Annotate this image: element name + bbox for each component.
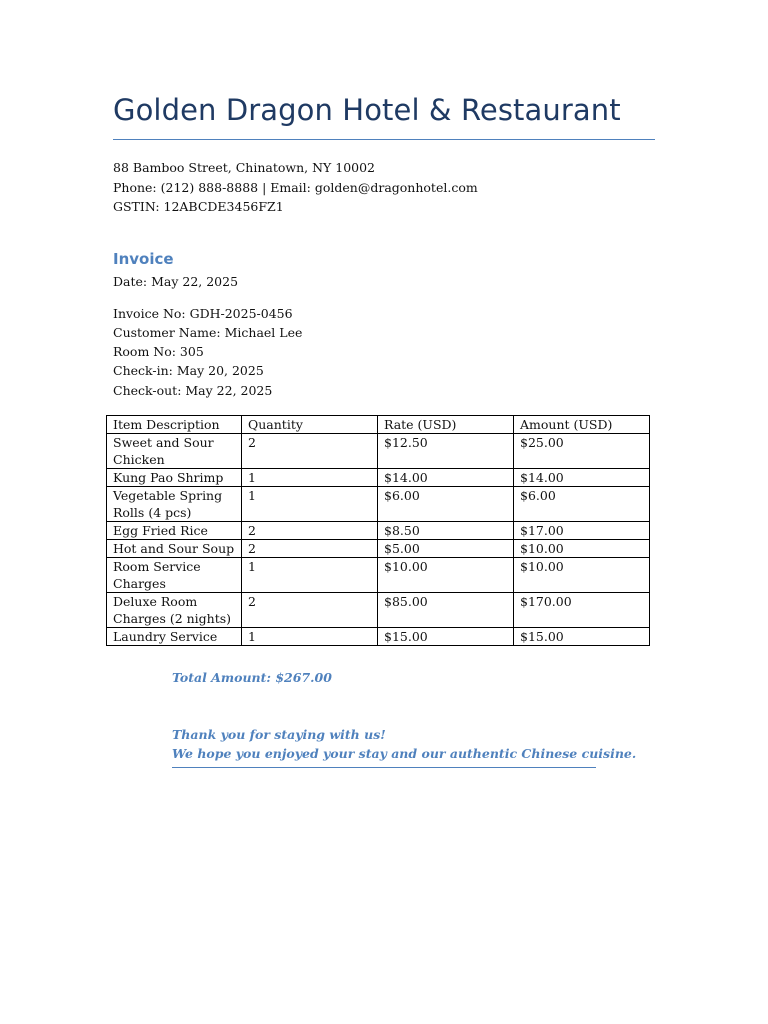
- cell-amount: $6.00: [514, 487, 650, 522]
- cell-rate: $6.00: [378, 487, 514, 522]
- cell-description: Laundry Service: [107, 628, 242, 646]
- table-body: [107, 434, 650, 646]
- invoice-heading: Invoice: [113, 250, 174, 268]
- cell-quantity: 2: [242, 593, 378, 628]
- hotel-title: Golden Dragon Hotel & Restaurant: [113, 93, 621, 127]
- table-row: [107, 628, 650, 646]
- room-number: Room No: 305: [113, 344, 204, 359]
- cell-quantity: 2: [242, 434, 378, 469]
- column-header-rate: Rate (USD): [378, 416, 514, 434]
- cell-rate: $12.50: [378, 434, 514, 469]
- cell-rate: $8.50: [378, 522, 514, 540]
- cell-quantity: 1: [242, 558, 378, 593]
- table-row: [107, 522, 650, 540]
- invoice-date: Date: May 22, 2025: [113, 274, 239, 289]
- cell-quantity: 1: [242, 469, 378, 487]
- cell-description: Vegetable Spring Rolls (4 pcs): [107, 487, 242, 522]
- column-header-quantity: Quantity: [242, 416, 378, 434]
- cell-description: Sweet and Sour Chicken: [107, 434, 242, 469]
- total-amount: Total Amount: $267.00: [172, 670, 332, 685]
- hotel-contact: Phone: (212) 888-8888 | Email: golden@dragonhotel.com: [113, 180, 478, 195]
- cell-rate: $10.00: [378, 558, 514, 593]
- cell-amount: $17.00: [514, 522, 650, 540]
- title-divider: [113, 139, 655, 140]
- cell-amount: $10.00: [514, 540, 650, 558]
- footer-divider: [172, 767, 596, 768]
- thanks-submessage: We hope you enjoyed your stay and our authentic Chinese cuisine.: [172, 746, 637, 761]
- customer-name: Customer Name: Michael Lee: [113, 325, 303, 340]
- table-row: [107, 593, 650, 628]
- cell-description: Kung Pao Shrimp: [107, 469, 242, 487]
- invoice-number: Invoice No: GDH-2025-0456: [113, 306, 293, 321]
- table-row: [107, 469, 650, 487]
- check-in-date: Check-in: May 20, 2025: [113, 363, 264, 378]
- hotel-gstin: GSTIN: 12ABCDE3456FZ1: [113, 199, 284, 214]
- table-row: [107, 487, 650, 522]
- table-header-row: [107, 416, 650, 434]
- cell-description: Hot and Sour Soup: [107, 540, 242, 558]
- cell-amount: $25.00: [514, 434, 650, 469]
- cell-amount: $170.00: [514, 593, 650, 628]
- cell-rate: $5.00: [378, 540, 514, 558]
- cell-rate: $15.00: [378, 628, 514, 646]
- cell-quantity: 1: [242, 628, 378, 646]
- column-header-description: Item Description: [107, 416, 242, 434]
- invoice-items-table: [106, 415, 650, 646]
- cell-amount: $10.00: [514, 558, 650, 593]
- table-row: [107, 434, 650, 469]
- cell-quantity: 2: [242, 540, 378, 558]
- hotel-address: 88 Bamboo Street, Chinatown, NY 10002: [113, 160, 376, 175]
- cell-description: Room Service Charges: [107, 558, 242, 593]
- cell-rate: $14.00: [378, 469, 514, 487]
- check-out-date: Check-out: May 22, 2025: [113, 383, 273, 398]
- cell-description: Deluxe Room Charges (2 nights): [107, 593, 242, 628]
- cell-amount: $14.00: [514, 469, 650, 487]
- cell-description: Egg Fried Rice: [107, 522, 242, 540]
- cell-quantity: 2: [242, 522, 378, 540]
- cell-quantity: 1: [242, 487, 378, 522]
- cell-rate: $85.00: [378, 593, 514, 628]
- cell-amount: $15.00: [514, 628, 650, 646]
- column-header-amount: Amount (USD): [514, 416, 650, 434]
- thanks-message: Thank you for staying with us!: [172, 727, 386, 742]
- table-row: [107, 540, 650, 558]
- table-row: [107, 558, 650, 593]
